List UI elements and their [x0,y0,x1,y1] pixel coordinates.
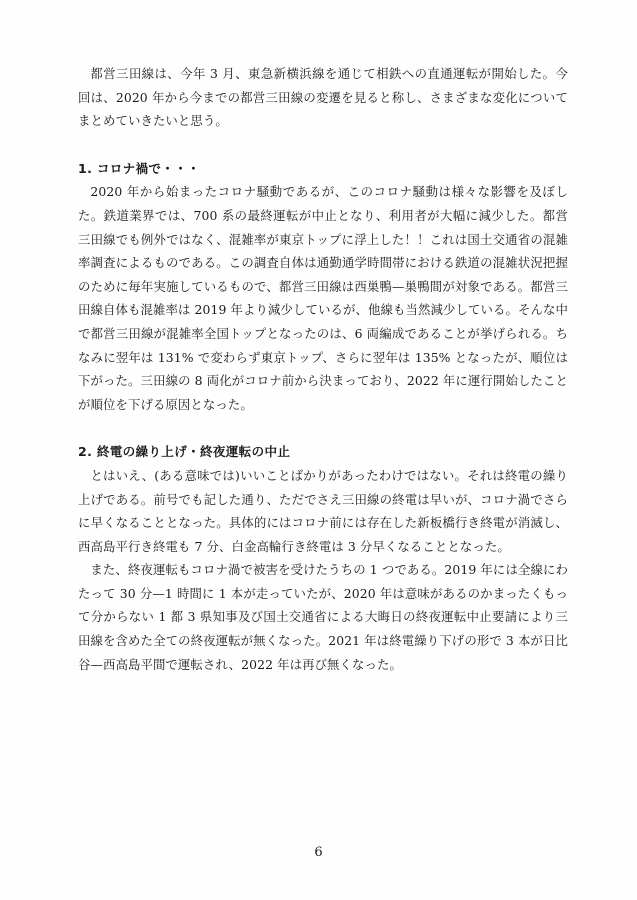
section-2-paragraph-2: また、終夜運転もコロナ渦で被害を受けたうちの 1 つである。2019 年には全線にわたって 30 分—1 時間に 1 本が走っていたが、2020 年は意味があるのかまったくもって分からない 1 都 3 県知事及び国土交通省による大晦日の終夜運転中止要請により三田線を含めた全ての終夜運転が無くなった。2021 年は終電繰り下げの形で 3 本が日比谷—西高島平間で運転され、2022 年は再び無くなった。 [78,562,568,672]
section-1-heading: 1. コロナ禍で・・・ [78,160,200,176]
intro-paragraph: 都営三田線は、今年 3 月、東急新横浜線を通じて相鉄への直通運転が開始した。今回は、2020 年から今までの都営三田線の変遷を見ると称し、さまざまな変化についてまとめていきたいと思う。 [78,66,568,129]
section-1-paragraph: 2020 年から始まったコロナ騒動であるが、このコロナ騒動は様々な影響を及ぼした。鉄道業界では、700 系の最終運転が中止となり、利用者が大幅に減少した。都営三田線でも例外ではなく、混雑率が東京トップに浮上した！！これは国土交通省の混雑率調査によるものである。この調査自体は通勤通学時間帯における鉄道の混雑状況把握のために毎年実施しているもので、都営三田線は西巣鴨—巣鴨間が対象である。都営三田線自体も混雑率は 2019 年より減少しているが、他線も当然減少している。そんな中で都営三田線が混雑率全国トップとなったのは、6 両編成であることが挙げられる。ちなみに翌年は 131% で変わらず東京トップ、さらに翌年は 135% となったが、順位は下がった。三田線の 8 両化がコロナ前から決まっており、2022 年に運行開始したことが順位を下げる原因となった。 [78,184,568,412]
section-spacer [78,133,568,157]
section-spacer [78,416,568,440]
section-2-paragraph-1: とはいえ、(ある意味では)いいことばかりがあったわけではない。それは終電の繰り上げである。前号でも記した通り、ただでさえ三田線の終電は早いが、コロナ渦でさらに早くなることとなった。具体的にはコロナ前には存在した新板橋行き終電が消滅し、西高島平行き終電も 7 分、白金高輪行き終電は 3 分早くなることとなった。 [78,467,568,554]
page-number: 6 [314,845,323,860]
document-body [78,62,568,676]
section-2-heading: 2. 終電の繰り上げ・終夜運転の中止 [78,444,291,460]
